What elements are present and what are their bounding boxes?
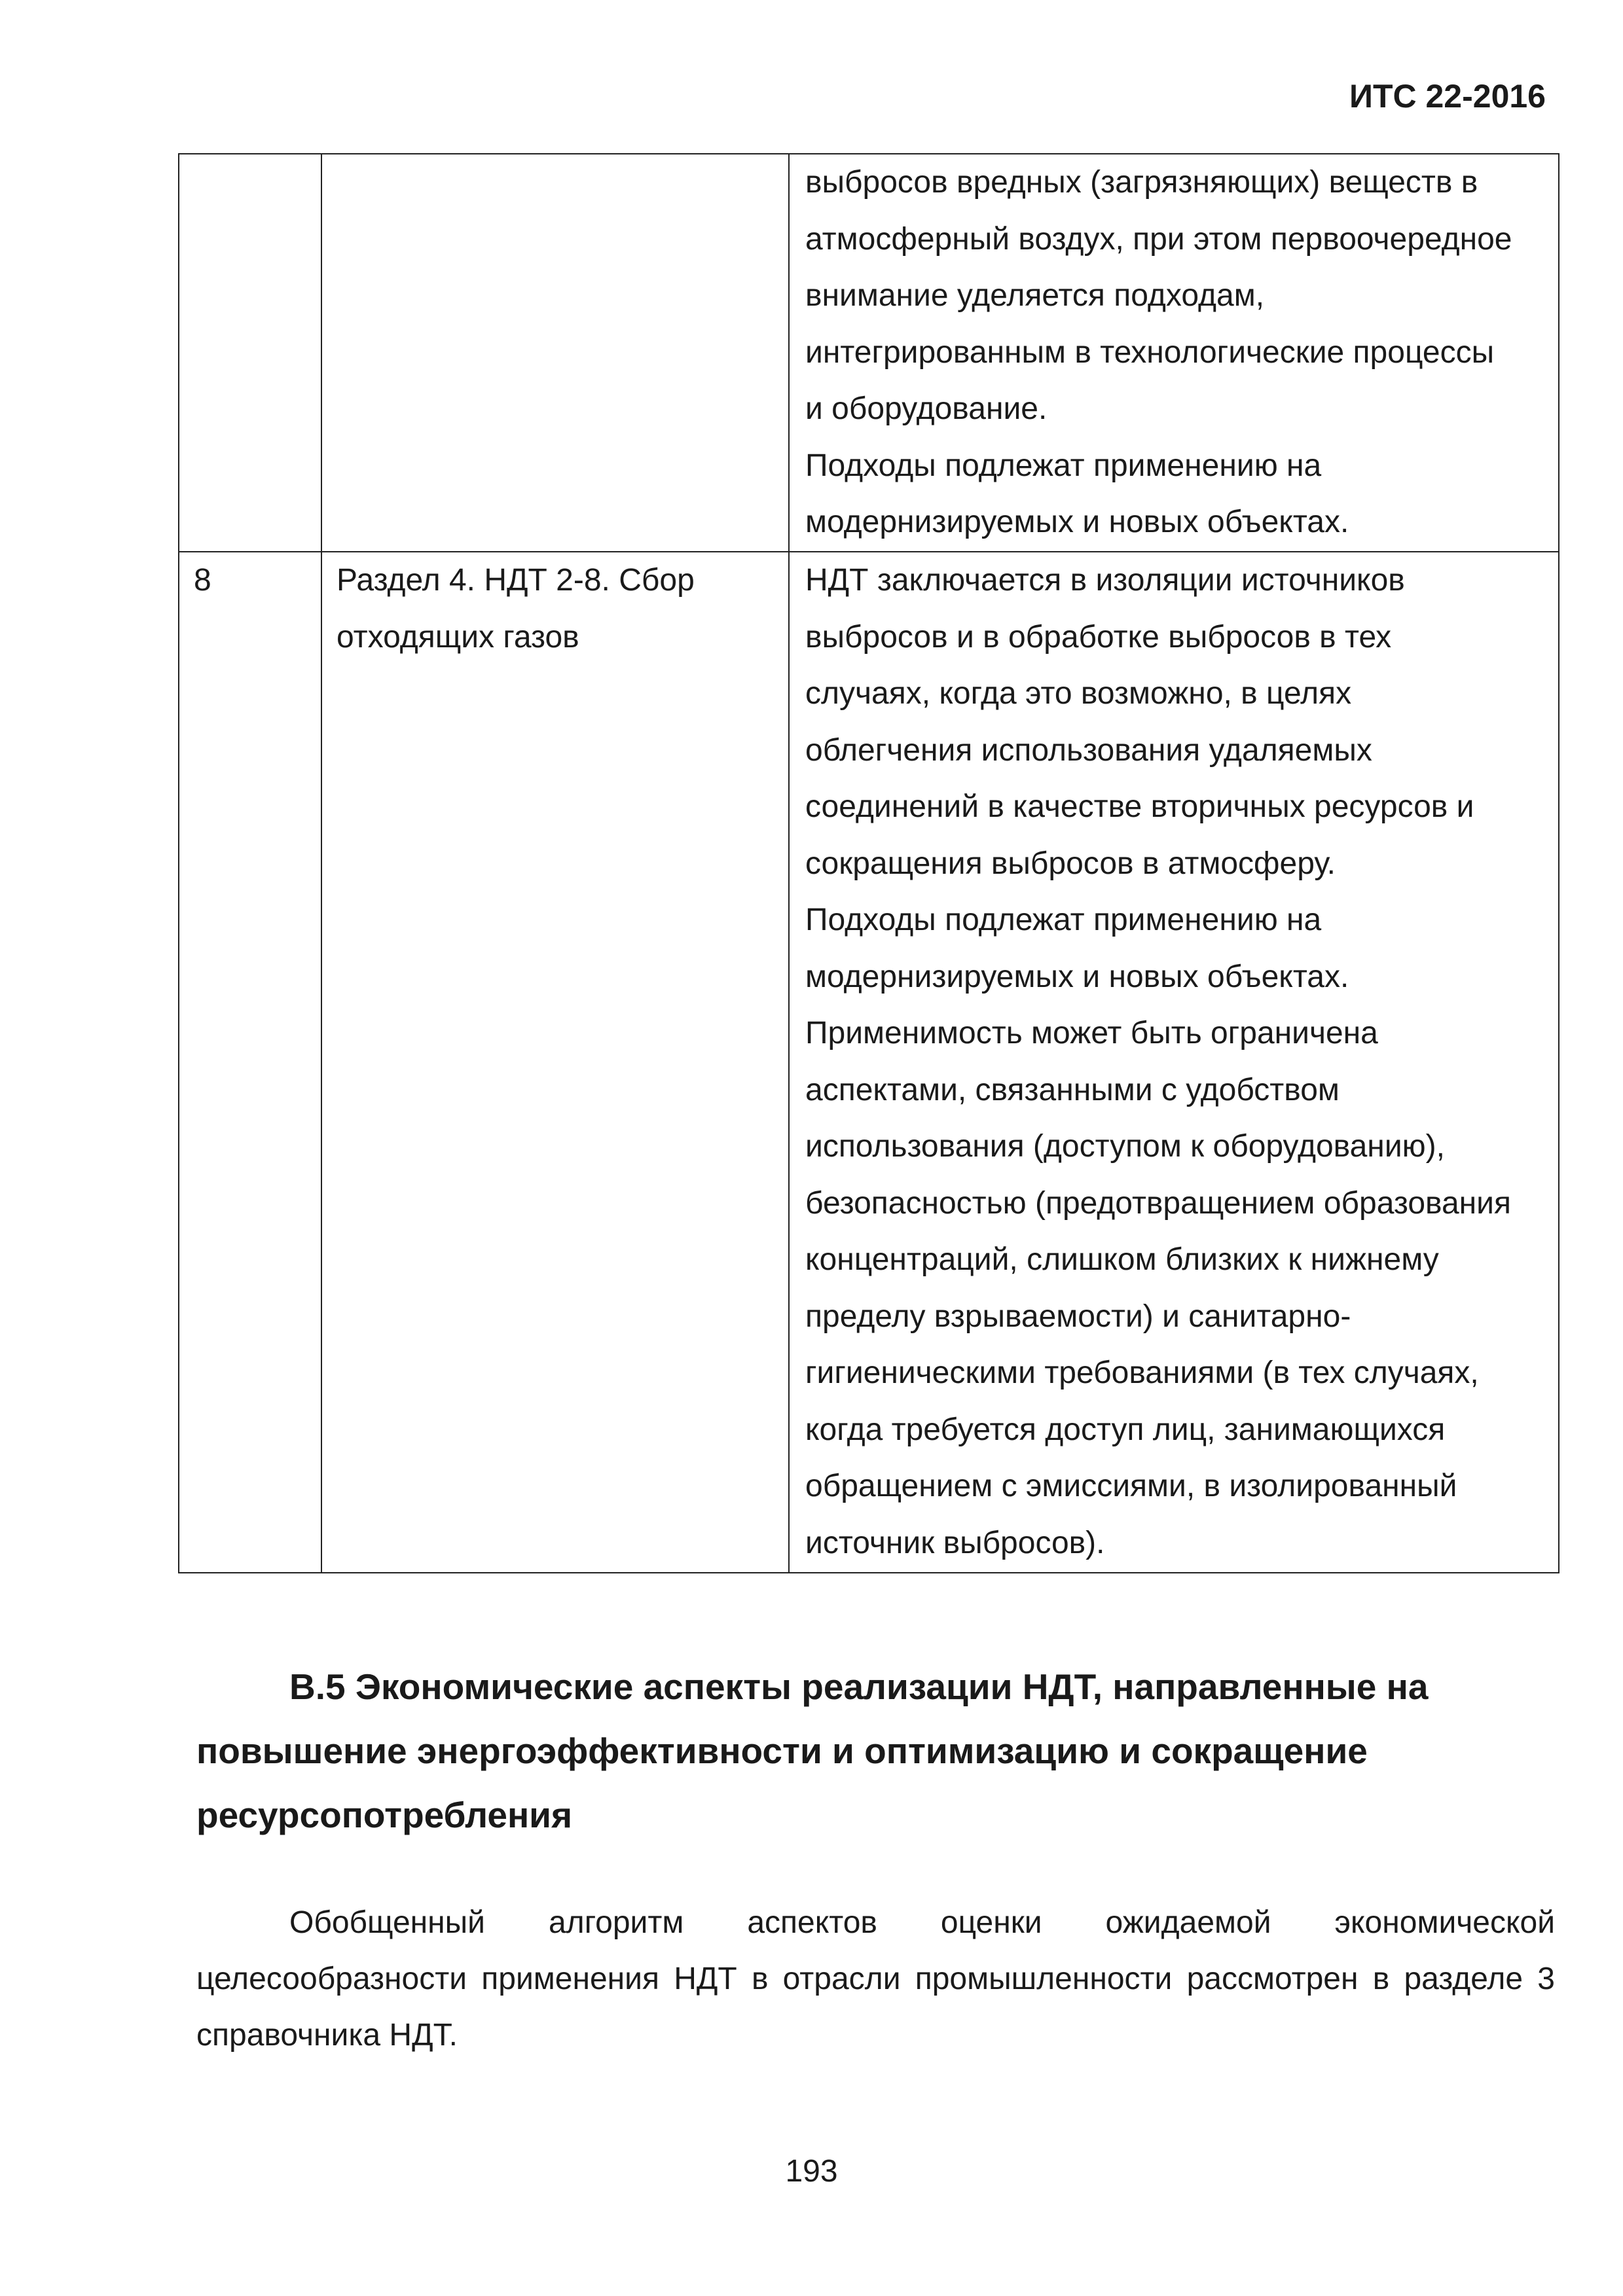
row-section-cell: Раздел 4. НДТ 2-8. Сбор отходящих газов	[321, 552, 789, 1573]
section-heading-text: В.5 Экономические аспекты реализации НДТ, направленные на повышение энергоэффективности и оптимизацию и сокращение ресурсопотребления	[196, 1666, 1429, 1835]
section-heading	[196, 1655, 1539, 1847]
row-number-cell	[179, 154, 321, 552]
table-row	[179, 154, 1559, 552]
row-number-cell: 8	[179, 552, 321, 1573]
row-description-cell: НДТ заключается в изоляции источников выбросов и в обработке выбросов в тех случаях, когда это возможно, в целях облегчения использования удаляемых соединений в качестве вторичных ресурсов и сокращения выбросов в атмосферу. Подходы подлежат применению на модернизируемых и новых объектах. Применимость может быть ограничена аспектами, связанными с удобством использования (доступом к оборудованию), безопасностью (предотвращением образования концентраций, слишком близких к нижнему пределу взрываемости) и санитарно- гигиеническими требованиями (в тех случаях, когда требуется доступ лиц, занимающихся обращением с эмиссиями, в изолированный источник выбросов).	[789, 552, 1559, 1573]
ndt-table	[178, 153, 1559, 1573]
row-section-cell	[321, 154, 789, 552]
row-description-cell: выбросов вредных (загрязняющих) веществ в атмосферный воздух, при этом первоочередное внимание уделяется подходам, интегрированным в технологические процессы и оборудование. Подходы подлежат применению на модернизируемых и новых объектах.	[789, 154, 1559, 552]
page-number: 193	[785, 2154, 838, 2189]
table-row	[179, 552, 1559, 1573]
document-code: ИТС 22-2016	[1349, 78, 1546, 115]
body-paragraph: Обобщенный алгоритм аспектов оценки ожидаемой экономической целесообразности применения НДТ в отрасли промышленности рассмотрен в разделе 3 справочника НДТ.	[196, 1905, 1555, 2053]
